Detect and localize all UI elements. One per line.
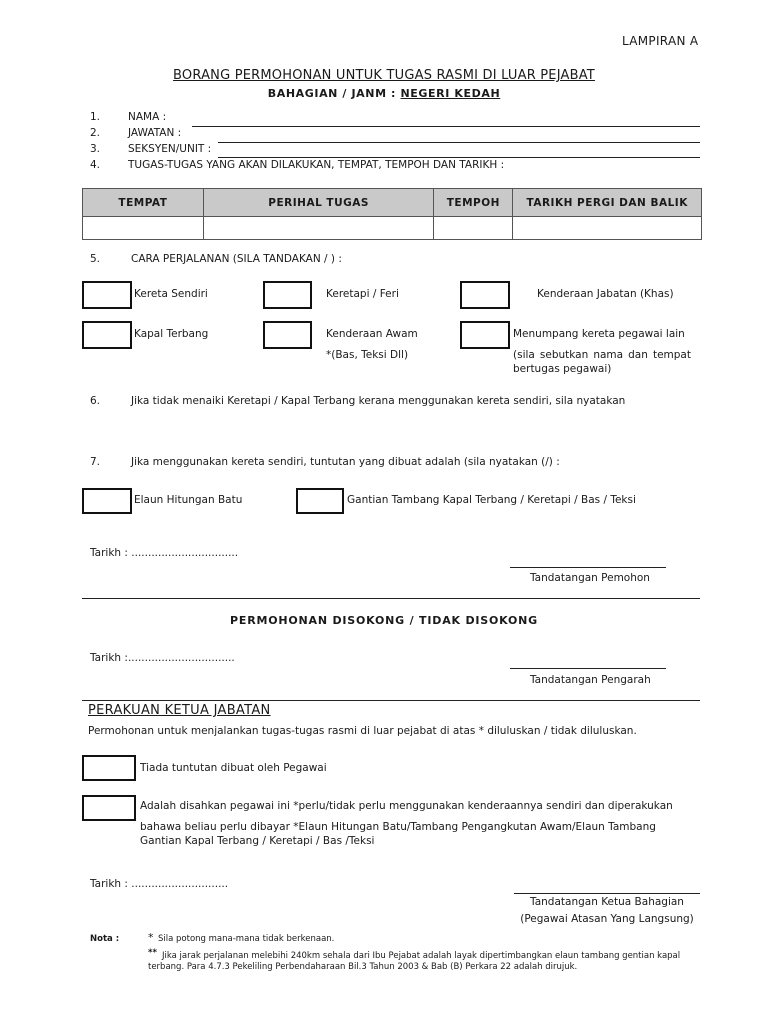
field-seksyen-label: SEKSYEN/UNIT :: [128, 143, 212, 155]
table-header-tempat: TEMPAT: [83, 189, 204, 217]
option-kapal-terbang: Kapal Terbang: [134, 328, 209, 340]
sokongan-tarikh[interactable]: Tarikh :................................: [90, 652, 235, 664]
table-cell-tempat[interactable]: [83, 217, 204, 240]
option-gantian-tambang: Gantian Tambang Kapal Terbang / Keretapi / Bas / Teksi: [347, 494, 636, 506]
pemohon-signature-label: Tandatangan Pemohon: [530, 572, 650, 584]
nota-mark-1: *: [148, 931, 154, 944]
table-header-tarikh: TARIKH PERGI DAN BALIK: [513, 189, 702, 217]
field-tugas-label: TUGAS-TUGAS YANG AKAN DILAKUKAN, TEMPAT, TEMPOH DAN TARIKH :: [128, 159, 505, 171]
table-header-tempoh: TEMPOH: [434, 189, 513, 217]
section-6-number: 6.: [90, 395, 101, 407]
table-header-row: [83, 189, 702, 217]
option-adalah-disahkan-2: bahawa beliau perlu dibayar *Elaun Hitungan Batu/Tambang Pengangkutan Awam/Elaun Tambang Gantian Kapal Terbang / Keretapi / Bas /Teksi: [140, 821, 656, 847]
checkbox-adalah-disahkan[interactable]: [82, 795, 136, 821]
sokongan-heading: PERMOHONAN DISOKONG / TIDAK DISOKONG: [230, 614, 538, 627]
ketua-signature-label: Tandatangan Ketua Bahagian: [530, 896, 684, 908]
section-7-label: Jika menggunakan kereta sendiri, tuntutan yang dibuat adalah (sila nyatakan (/) :: [131, 456, 560, 468]
checkbox-keretapi-feri[interactable]: [263, 281, 312, 309]
nota-1: Sila potong mana-mana tidak berkenaan.: [158, 934, 335, 944]
option-keretapi-feri: Keretapi / Feri: [326, 288, 399, 300]
ketua-signature-line[interactable]: [514, 893, 700, 894]
section-divider-2: [82, 700, 700, 701]
checkbox-kapal-terbang[interactable]: [82, 321, 132, 349]
field-jawatan-line[interactable]: [218, 142, 700, 143]
perakuan-statement: Permohonan untuk menjalankan tugas-tugas rasmi di luar pejabat di atas * diluluskan / tidak diluluskan.: [88, 725, 637, 737]
option-kenderaan-awam: Kenderaan Awam: [326, 328, 418, 340]
table-cell-perihal[interactable]: [203, 217, 434, 240]
tasks-table: [82, 188, 702, 240]
table-cell-tarikh[interactable]: [513, 217, 702, 240]
option-menumpang: Menumpang kereta pegawai lain: [513, 328, 685, 340]
ketua-signature-sub: (Pegawai Atasan Yang Langsung): [520, 913, 694, 925]
field-2-number: 2.: [90, 127, 101, 139]
subtitle-value: NEGERI KEDAH: [400, 87, 501, 100]
table-header-perihal: PERIHAL TUGAS: [203, 189, 434, 217]
checkbox-kereta-sendiri[interactable]: [82, 281, 132, 309]
pemohon-signature-line[interactable]: [510, 567, 666, 568]
perakuan-tarikh[interactable]: Tarikh : .............................: [90, 878, 229, 890]
checkbox-elaun-hitungan-batu[interactable]: [82, 488, 132, 514]
table-row: [83, 217, 702, 240]
field-4-number: 4.: [90, 159, 101, 171]
option-kereta-sendiri: Kereta Sendiri: [134, 288, 208, 300]
section-5-number: 5.: [90, 253, 101, 265]
option-tiada-tuntutan: Tiada tuntutan dibuat oleh Pegawai: [140, 762, 327, 774]
checkbox-menumpang[interactable]: [460, 321, 510, 349]
lampiran-label: LAMPIRAN A: [622, 34, 699, 48]
perakuan-heading: PERAKUAN KETUA JABATAN: [88, 703, 271, 718]
field-seksyen-line[interactable]: [218, 157, 700, 158]
section-5-label: CARA PERJALANAN (SILA TANDAKAN / ) :: [131, 253, 342, 265]
option-elaun-hitungan-batu: Elaun Hitungan Batu: [134, 494, 243, 506]
nota-label: Nota :: [90, 934, 120, 944]
section-7-number: 7.: [90, 456, 101, 468]
checkbox-kenderaan-awam[interactable]: [263, 321, 312, 349]
pemohon-tarikh[interactable]: Tarikh : ................................: [90, 547, 239, 559]
field-jawatan-label: JAWATAN :: [128, 127, 182, 139]
field-nama-label: NAMA :: [128, 111, 167, 123]
form-subtitle: [0, 87, 768, 100]
section-divider-1: [82, 598, 700, 599]
nota-2: Jika jarak perjalanan melebihi 240km sehala dari Ibu Pejabat adalah layak dipertimbangkan elaun tambang gentian kapal terbang. Para 4.7.3 Pekeliling Perbendaharaan Bil.3 Tahun 2003 & Bab (B) Perkara 22 adalah dirujuk.: [148, 951, 681, 972]
checkbox-kenderaan-jabatan[interactable]: [460, 281, 510, 309]
option-kenderaan-awam-note: *(Bas, Teksi Dll): [326, 349, 409, 361]
section-6-label: Jika tidak menaiki Keretapi / Kapal Terbang kerana menggunakan kereta sendiri, sila nyatakan: [131, 395, 626, 407]
form-title: BORANG PERMOHONAN UNTUK TUGAS RASMI DI LUAR PEJABAT: [173, 68, 595, 83]
field-3-number: 3.: [90, 143, 101, 155]
table-cell-tempoh[interactable]: [434, 217, 513, 240]
option-adalah-disahkan-1: Adalah disahkan pegawai ini *perlu/tidak perlu menggunakan kenderaannya sendiri dan diperakukan: [140, 800, 673, 812]
option-menumpang-note-2: bertugas pegawai): [513, 363, 612, 375]
field-nama-line[interactable]: [192, 126, 700, 127]
pengarah-signature-label: Tandatangan Pengarah: [530, 674, 651, 686]
checkbox-gantian-tambang[interactable]: [296, 488, 344, 514]
subtitle-prefix: BAHAGIAN / JANM :: [267, 87, 401, 100]
nota-mark-2: **: [148, 948, 157, 958]
option-menumpang-note-1: (sila sebutkan nama dan tempat: [513, 349, 691, 361]
checkbox-tiada-tuntutan[interactable]: [82, 755, 136, 781]
field-1-number: 1.: [90, 111, 101, 123]
option-kenderaan-jabatan: Kenderaan Jabatan (Khas): [537, 288, 674, 300]
pengarah-signature-line[interactable]: [510, 668, 666, 669]
